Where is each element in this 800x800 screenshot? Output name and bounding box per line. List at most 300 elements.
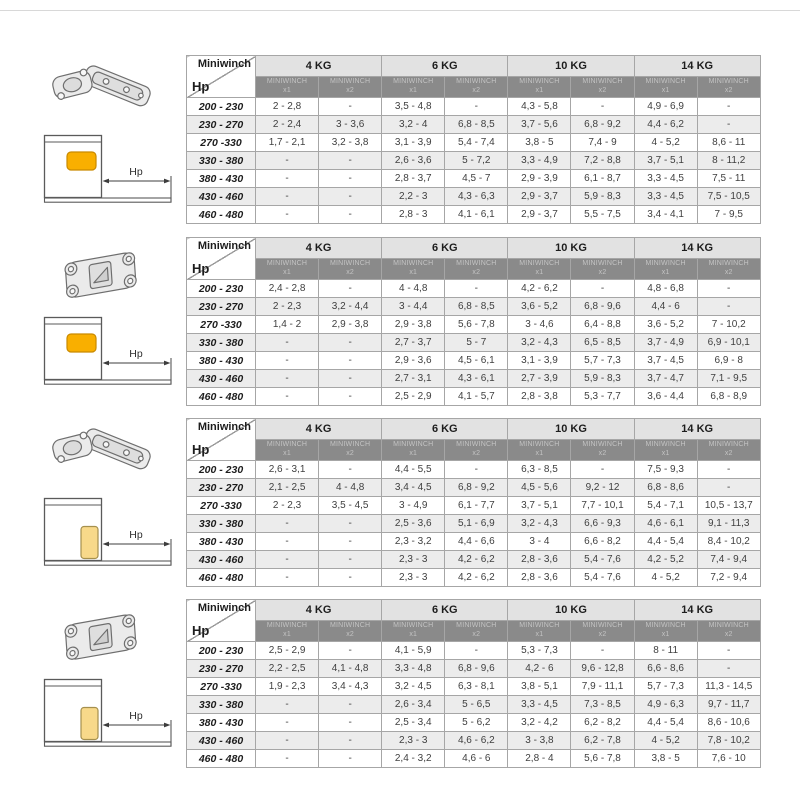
kg-column-header: 10 KG [508, 600, 634, 621]
value-cell: 3,4 - 4,1 [634, 206, 697, 224]
hp-corner-label: Hp [192, 623, 210, 638]
value-cell: 4,2 - 6,2 [445, 569, 508, 587]
value-cell: 3,8 - 5 [508, 134, 571, 152]
value-cell: - [445, 98, 508, 116]
value-cell: 3,3 - 4,5 [634, 188, 697, 206]
hp-dimension-label: Hp [129, 529, 143, 541]
value-cell: 9,6 - 12,8 [571, 660, 634, 678]
hp-range-label: 380 - 430 [187, 352, 256, 370]
dimension-arrowhead-right [164, 361, 171, 366]
table-row [187, 461, 761, 479]
value-cell: 3,2 - 4 [382, 116, 445, 134]
hp-range-label: 270 -330 [187, 678, 256, 696]
hp-range-label: 430 - 460 [187, 188, 256, 206]
miniwinch-corner-label: Miniwinch [197, 240, 251, 252]
value-cell: 4 - 5,2 [634, 569, 697, 587]
value-cell: - [697, 98, 760, 116]
table-row [187, 316, 761, 334]
kg-column-header: 14 KG [634, 238, 760, 259]
miniwinch-corner-label: Miniwinch [197, 421, 251, 433]
miniwinch-sub-header: MINIWINCH x1 [256, 259, 319, 280]
miniwinch-sub-header: MINIWINCH x1 [634, 621, 697, 642]
corner-header-cell [187, 238, 256, 280]
value-cell: 6,2 - 8,2 [571, 714, 634, 732]
value-cell: 5,7 - 7,3 [634, 678, 697, 696]
value-cell: 3 - 4,9 [382, 497, 445, 515]
hp-range-label: 200 - 230 [187, 280, 256, 298]
value-cell: - [697, 116, 760, 134]
value-cell: 2,8 - 4 [508, 750, 571, 768]
hp-range-label: 430 - 460 [187, 370, 256, 388]
kg-column-header: 6 KG [382, 600, 508, 621]
value-cell: 7,4 - 9 [571, 134, 634, 152]
value-cell: - [697, 479, 760, 497]
corner-header-cell [187, 56, 256, 98]
value-cell: 3,2 - 4,3 [508, 515, 571, 533]
miniwinch-spec-table-4 [186, 599, 761, 768]
value-cell: 6,8 - 9,2 [571, 116, 634, 134]
value-cell: 6,9 - 8 [697, 352, 760, 370]
value-cell: 5 - 6,2 [445, 714, 508, 732]
table-row [187, 334, 761, 352]
value-cell: 7,7 - 10,1 [571, 497, 634, 515]
miniwinch-spec-table-2 [186, 237, 761, 406]
value-cell: - [319, 642, 382, 660]
dimension-arrowhead-left [103, 179, 110, 184]
value-cell: 7,2 - 9,4 [697, 569, 760, 587]
hp-dimension-label: Hp [129, 710, 143, 722]
value-cell: - [319, 515, 382, 533]
value-cell: 4,4 - 6 [634, 298, 697, 316]
value-cell: 3,2 - 4,2 [508, 714, 571, 732]
cabinet-hp-diagram [40, 675, 178, 761]
value-cell: 4,1 - 5,7 [445, 388, 508, 406]
value-cell: - [256, 569, 319, 587]
value-cell: 2,9 - 3,8 [382, 316, 445, 334]
hp-range-label: 330 - 380 [187, 515, 256, 533]
value-cell: 7,4 - 9,4 [697, 551, 760, 569]
hp-range-label: 430 - 460 [187, 551, 256, 569]
value-cell: 2,8 - 3 [382, 206, 445, 224]
miniwinch-sub-header: MINIWINCH x2 [571, 440, 634, 461]
value-cell: 4,3 - 6,1 [445, 370, 508, 388]
value-cell: 7,8 - 10,2 [697, 732, 760, 750]
miniwinch-corner-label: Miniwinch [197, 602, 251, 614]
value-cell: - [256, 334, 319, 352]
miniwinch-sub-header: MINIWINCH x2 [319, 440, 382, 461]
miniwinch-sub-header: MINIWINCH x1 [634, 440, 697, 461]
value-cell: 1,9 - 2,3 [256, 678, 319, 696]
value-cell: 4,4 - 6,2 [634, 116, 697, 134]
miniwinch-sub-header: MINIWINCH x2 [571, 259, 634, 280]
value-cell: 6,1 - 8,7 [571, 170, 634, 188]
hp-dimension-label: Hp [129, 166, 143, 178]
value-cell: - [256, 696, 319, 714]
value-cell: 3,2 - 4,3 [508, 334, 571, 352]
value-cell: 5,7 - 7,3 [571, 352, 634, 370]
value-cell: 3,4 - 4,3 [319, 678, 382, 696]
value-cell: 7,2 - 8,8 [571, 152, 634, 170]
miniwinch-sub-header: MINIWINCH x2 [445, 621, 508, 642]
value-cell: 7,3 - 8,5 [571, 696, 634, 714]
kg-column-header: 14 KG [634, 56, 760, 77]
hp-range-label: 230 - 270 [187, 298, 256, 316]
value-cell: 4,3 - 6,3 [445, 188, 508, 206]
value-cell: 4,8 - 6,8 [634, 280, 697, 298]
value-cell: 2,3 - 3,2 [382, 533, 445, 551]
value-cell: 4,4 - 6,6 [445, 533, 508, 551]
value-cell: 5,6 - 7,8 [571, 750, 634, 768]
value-cell: 4,4 - 5,5 [382, 461, 445, 479]
value-cell: 2,6 - 3,1 [256, 461, 319, 479]
table-row [187, 370, 761, 388]
value-cell: 4 - 5,2 [634, 732, 697, 750]
dimension-arrowhead-left [103, 723, 110, 728]
value-cell: - [319, 551, 382, 569]
value-cell: 7 - 10,2 [697, 316, 760, 334]
value-cell: 2 - 2,3 [256, 497, 319, 515]
value-cell: 2,9 - 3,7 [508, 188, 571, 206]
value-cell: 6,8 - 8,5 [445, 116, 508, 134]
value-cell: 2,5 - 3,4 [382, 714, 445, 732]
miniwinch-sub-header: MINIWINCH x1 [508, 77, 571, 98]
hp-range-label: 380 - 430 [187, 170, 256, 188]
value-cell: 3,8 - 5,1 [508, 678, 571, 696]
value-cell: 3 - 3,6 [319, 116, 382, 134]
value-cell: 3,3 - 4,5 [634, 170, 697, 188]
value-cell: - [319, 714, 382, 732]
value-cell: 3,7 - 5,6 [508, 116, 571, 134]
hp-range-label: 230 - 270 [187, 479, 256, 497]
value-cell: 4,5 - 7 [445, 170, 508, 188]
value-cell: 7,9 - 11,1 [571, 678, 634, 696]
value-cell: 4,6 - 6 [445, 750, 508, 768]
hinge-section-4 [0, 599, 800, 771]
value-cell: 3 - 4,6 [508, 316, 571, 334]
value-cell: 6,8 - 8,9 [697, 388, 760, 406]
value-cell: 1,7 - 2,1 [256, 134, 319, 152]
value-cell: 3,2 - 4,4 [319, 298, 382, 316]
value-cell: - [256, 206, 319, 224]
hp-range-label: 460 - 480 [187, 206, 256, 224]
miniwinch-sub-header: MINIWINCH x1 [256, 440, 319, 461]
value-cell: - [319, 188, 382, 206]
table-row [187, 170, 761, 188]
value-cell: 3,7 - 4,5 [634, 352, 697, 370]
value-cell: 7,5 - 11 [697, 170, 760, 188]
miniwinch-sub-header: MINIWINCH x2 [319, 621, 382, 642]
value-cell: 7 - 9,5 [697, 206, 760, 224]
value-cell: 3,5 - 4,5 [319, 497, 382, 515]
value-cell: - [697, 298, 760, 316]
value-cell: 3,7 - 5,1 [634, 152, 697, 170]
value-cell: 3,6 - 4,4 [634, 388, 697, 406]
miniwinch-sub-header: MINIWINCH x1 [508, 621, 571, 642]
flat-hinge-icon [46, 603, 162, 669]
table-row [187, 750, 761, 768]
miniwinch-sub-header: MINIWINCH x2 [697, 621, 760, 642]
load-box [67, 152, 96, 170]
hp-range-label: 230 - 270 [187, 116, 256, 134]
value-cell: 7,6 - 10 [697, 750, 760, 768]
table-row [187, 280, 761, 298]
table-row [187, 533, 761, 551]
value-cell: 4 - 5,2 [634, 134, 697, 152]
table-row [187, 388, 761, 406]
value-cell: 7,5 - 10,5 [697, 188, 760, 206]
hinge-figure-1 [38, 55, 180, 225]
hp-range-label: 380 - 430 [187, 533, 256, 551]
kg-column-header: 14 KG [634, 419, 760, 440]
value-cell: 6,2 - 7,8 [571, 732, 634, 750]
miniwinch-sub-header: MINIWINCH x2 [445, 440, 508, 461]
value-cell: - [319, 461, 382, 479]
miniwinch-sub-header: MINIWINCH x2 [697, 77, 760, 98]
value-cell: - [319, 152, 382, 170]
value-cell: 3,5 - 4,8 [382, 98, 445, 116]
dimension-arrowhead-right [164, 542, 171, 547]
value-cell: 8,6 - 11 [697, 134, 760, 152]
value-cell: 11,3 - 14,5 [697, 678, 760, 696]
value-cell: 4,5 - 6,1 [445, 352, 508, 370]
value-cell: 5,4 - 7,6 [571, 551, 634, 569]
value-cell: - [697, 642, 760, 660]
table-row [187, 732, 761, 750]
value-cell: 6,9 - 10,1 [697, 334, 760, 352]
value-cell: 2,9 - 3,7 [508, 206, 571, 224]
value-cell: 2,8 - 3,6 [508, 551, 571, 569]
hp-corner-label: Hp [192, 261, 210, 276]
value-cell: - [319, 280, 382, 298]
hinge-figure-2 [38, 237, 180, 407]
miniwinch-spec-table-3 [186, 418, 761, 587]
value-cell: 4,1 - 4,8 [319, 660, 382, 678]
value-cell: - [697, 660, 760, 678]
value-cell: 4,4 - 5,4 [634, 714, 697, 732]
kg-column-header: 4 KG [256, 600, 382, 621]
value-cell: 2,7 - 3,7 [382, 334, 445, 352]
miniwinch-sub-header: MINIWINCH x2 [445, 77, 508, 98]
value-cell: - [571, 98, 634, 116]
table-row [187, 551, 761, 569]
value-cell: 7,5 - 9,3 [634, 461, 697, 479]
page-top-rule [0, 10, 800, 11]
value-cell: 6,6 - 8,2 [571, 533, 634, 551]
value-cell: - [256, 714, 319, 732]
hp-range-label: 200 - 230 [187, 642, 256, 660]
value-cell: 6,6 - 8,6 [634, 660, 697, 678]
value-cell: 5 - 7,2 [445, 152, 508, 170]
miniwinch-sub-header: MINIWINCH x2 [445, 259, 508, 280]
value-cell: - [319, 206, 382, 224]
value-cell: - [256, 732, 319, 750]
miniwinch-sub-header: MINIWINCH x2 [319, 77, 382, 98]
hp-range-label: 330 - 380 [187, 334, 256, 352]
value-cell: 2,9 - 3,8 [319, 316, 382, 334]
value-cell: 8 - 11 [634, 642, 697, 660]
value-cell: - [256, 170, 319, 188]
value-cell: - [571, 461, 634, 479]
cabinet-hp-diagram [40, 494, 178, 580]
value-cell: 8 - 11,2 [697, 152, 760, 170]
value-cell: - [445, 280, 508, 298]
value-cell: 6,4 - 8,8 [571, 316, 634, 334]
value-cell: - [319, 388, 382, 406]
value-cell: - [319, 98, 382, 116]
value-cell: 2 - 2,3 [256, 298, 319, 316]
miniwinch-sub-header: MINIWINCH x1 [382, 77, 445, 98]
value-cell: 2,7 - 3,1 [382, 370, 445, 388]
value-cell: - [319, 170, 382, 188]
value-cell: 4,1 - 5,9 [382, 642, 445, 660]
value-cell: 3,6 - 5,2 [634, 316, 697, 334]
table-row [187, 352, 761, 370]
table-row [187, 152, 761, 170]
value-cell: 8,4 - 10,2 [697, 533, 760, 551]
value-cell: 2,3 - 3 [382, 732, 445, 750]
miniwinch-sub-header: MINIWINCH x1 [382, 440, 445, 461]
kg-column-header: 6 KG [382, 238, 508, 259]
value-cell: - [256, 152, 319, 170]
miniwinch-corner-label: Miniwinch [197, 58, 251, 70]
value-cell: 3 - 3,8 [508, 732, 571, 750]
value-cell: 5,1 - 6,9 [445, 515, 508, 533]
value-cell: 5,6 - 7,8 [445, 316, 508, 334]
value-cell: - [319, 352, 382, 370]
value-cell: 4,5 - 5,6 [508, 479, 571, 497]
hp-range-label: 330 - 380 [187, 696, 256, 714]
value-cell: 6,3 - 8,5 [508, 461, 571, 479]
miniwinch-sub-header: MINIWINCH x1 [382, 621, 445, 642]
value-cell: 6,8 - 8,5 [445, 298, 508, 316]
value-cell: 2,7 - 3,9 [508, 370, 571, 388]
hp-range-label: 270 -330 [187, 497, 256, 515]
dimension-arrowhead-left [103, 361, 110, 366]
value-cell: - [319, 696, 382, 714]
value-cell: 2,2 - 3 [382, 188, 445, 206]
value-cell: 6,6 - 9,3 [571, 515, 634, 533]
hp-range-label: 380 - 430 [187, 714, 256, 732]
value-cell: 2,3 - 3 [382, 569, 445, 587]
value-cell: - [256, 551, 319, 569]
value-cell: 5,4 - 7,1 [634, 497, 697, 515]
corner-header-cell [187, 600, 256, 642]
dimension-arrowhead-right [164, 179, 171, 184]
value-cell: 4,2 - 6,2 [445, 551, 508, 569]
hinge-section-1 [0, 55, 800, 227]
value-cell: 5,4 - 7,6 [571, 569, 634, 587]
value-cell: 5,9 - 8,3 [571, 370, 634, 388]
hp-range-label: 430 - 460 [187, 732, 256, 750]
kg-column-header: 10 KG [508, 56, 634, 77]
value-cell: 6,8 - 9,6 [571, 298, 634, 316]
value-cell: 2 - 2,4 [256, 116, 319, 134]
table-row [187, 188, 761, 206]
value-cell: 2,9 - 3,9 [508, 170, 571, 188]
value-cell: - [319, 750, 382, 768]
value-cell: 2,5 - 3,6 [382, 515, 445, 533]
hp-range-label: 270 -330 [187, 316, 256, 334]
kg-column-header: 4 KG [256, 56, 382, 77]
miniwinch-sub-header: MINIWINCH x2 [319, 259, 382, 280]
value-cell: 3,7 - 4,7 [634, 370, 697, 388]
value-cell: 5,5 - 7,5 [571, 206, 634, 224]
dimension-arrowhead-left [103, 542, 110, 547]
value-cell: 2,6 - 3,4 [382, 696, 445, 714]
value-cell: 6,5 - 8,5 [571, 334, 634, 352]
hp-range-label: 460 - 480 [187, 569, 256, 587]
load-box [67, 334, 96, 352]
hp-range-label: 200 - 230 [187, 98, 256, 116]
value-cell: 4 - 4,8 [319, 479, 382, 497]
value-cell: 2,3 - 3 [382, 551, 445, 569]
load-box [81, 527, 98, 559]
value-cell: 3,4 - 4,5 [382, 479, 445, 497]
value-cell: - [256, 533, 319, 551]
value-cell: - [319, 334, 382, 352]
miniwinch-sub-header: MINIWINCH x2 [697, 440, 760, 461]
value-cell: 4,4 - 5,4 [634, 533, 697, 551]
value-cell: - [571, 280, 634, 298]
value-cell: - [256, 188, 319, 206]
value-cell: 2,8 - 3,8 [508, 388, 571, 406]
value-cell: - [319, 370, 382, 388]
value-cell: 9,2 - 12 [571, 479, 634, 497]
table-row [187, 98, 761, 116]
cabinet-hp-diagram [40, 131, 178, 217]
value-cell: 9,1 - 11,3 [697, 515, 760, 533]
value-cell: 2,4 - 2,8 [256, 280, 319, 298]
value-cell: 5,3 - 7,3 [508, 642, 571, 660]
hp-range-label: 330 - 380 [187, 152, 256, 170]
value-cell: - [697, 280, 760, 298]
value-cell: - [256, 352, 319, 370]
value-cell: - [445, 642, 508, 660]
miniwinch-sub-header: MINIWINCH x1 [256, 77, 319, 98]
table-row [187, 479, 761, 497]
cabinet-hp-diagram [40, 313, 178, 399]
value-cell: 3,7 - 4,9 [634, 334, 697, 352]
hp-dimension-label: Hp [129, 348, 143, 360]
value-cell: 4,6 - 6,1 [634, 515, 697, 533]
table-row [187, 134, 761, 152]
value-cell: 5,4 - 7,4 [445, 134, 508, 152]
corner-header-cell [187, 419, 256, 461]
value-cell: 2,6 - 3,6 [382, 152, 445, 170]
value-cell: 4,3 - 5,8 [508, 98, 571, 116]
miniwinch-sub-header: MINIWINCH x1 [634, 259, 697, 280]
value-cell: - [319, 569, 382, 587]
value-cell: 4,1 - 6,1 [445, 206, 508, 224]
miniwinch-sub-header: MINIWINCH x1 [634, 77, 697, 98]
value-cell: - [697, 461, 760, 479]
value-cell: - [571, 642, 634, 660]
value-cell: - [256, 388, 319, 406]
value-cell: 5 - 7 [445, 334, 508, 352]
miniwinch-sub-header: MINIWINCH x1 [382, 259, 445, 280]
miniwinch-sub-header: MINIWINCH x1 [508, 259, 571, 280]
table-row [187, 298, 761, 316]
kg-column-header: 4 KG [256, 419, 382, 440]
kg-column-header: 4 KG [256, 238, 382, 259]
hp-range-label: 460 - 480 [187, 388, 256, 406]
value-cell: 4,9 - 6,9 [634, 98, 697, 116]
value-cell: 6,8 - 9,6 [445, 660, 508, 678]
miniwinch-sub-header: MINIWINCH x1 [508, 440, 571, 461]
value-cell: 3,2 - 4,5 [382, 678, 445, 696]
table-row [187, 206, 761, 224]
table-row [187, 515, 761, 533]
